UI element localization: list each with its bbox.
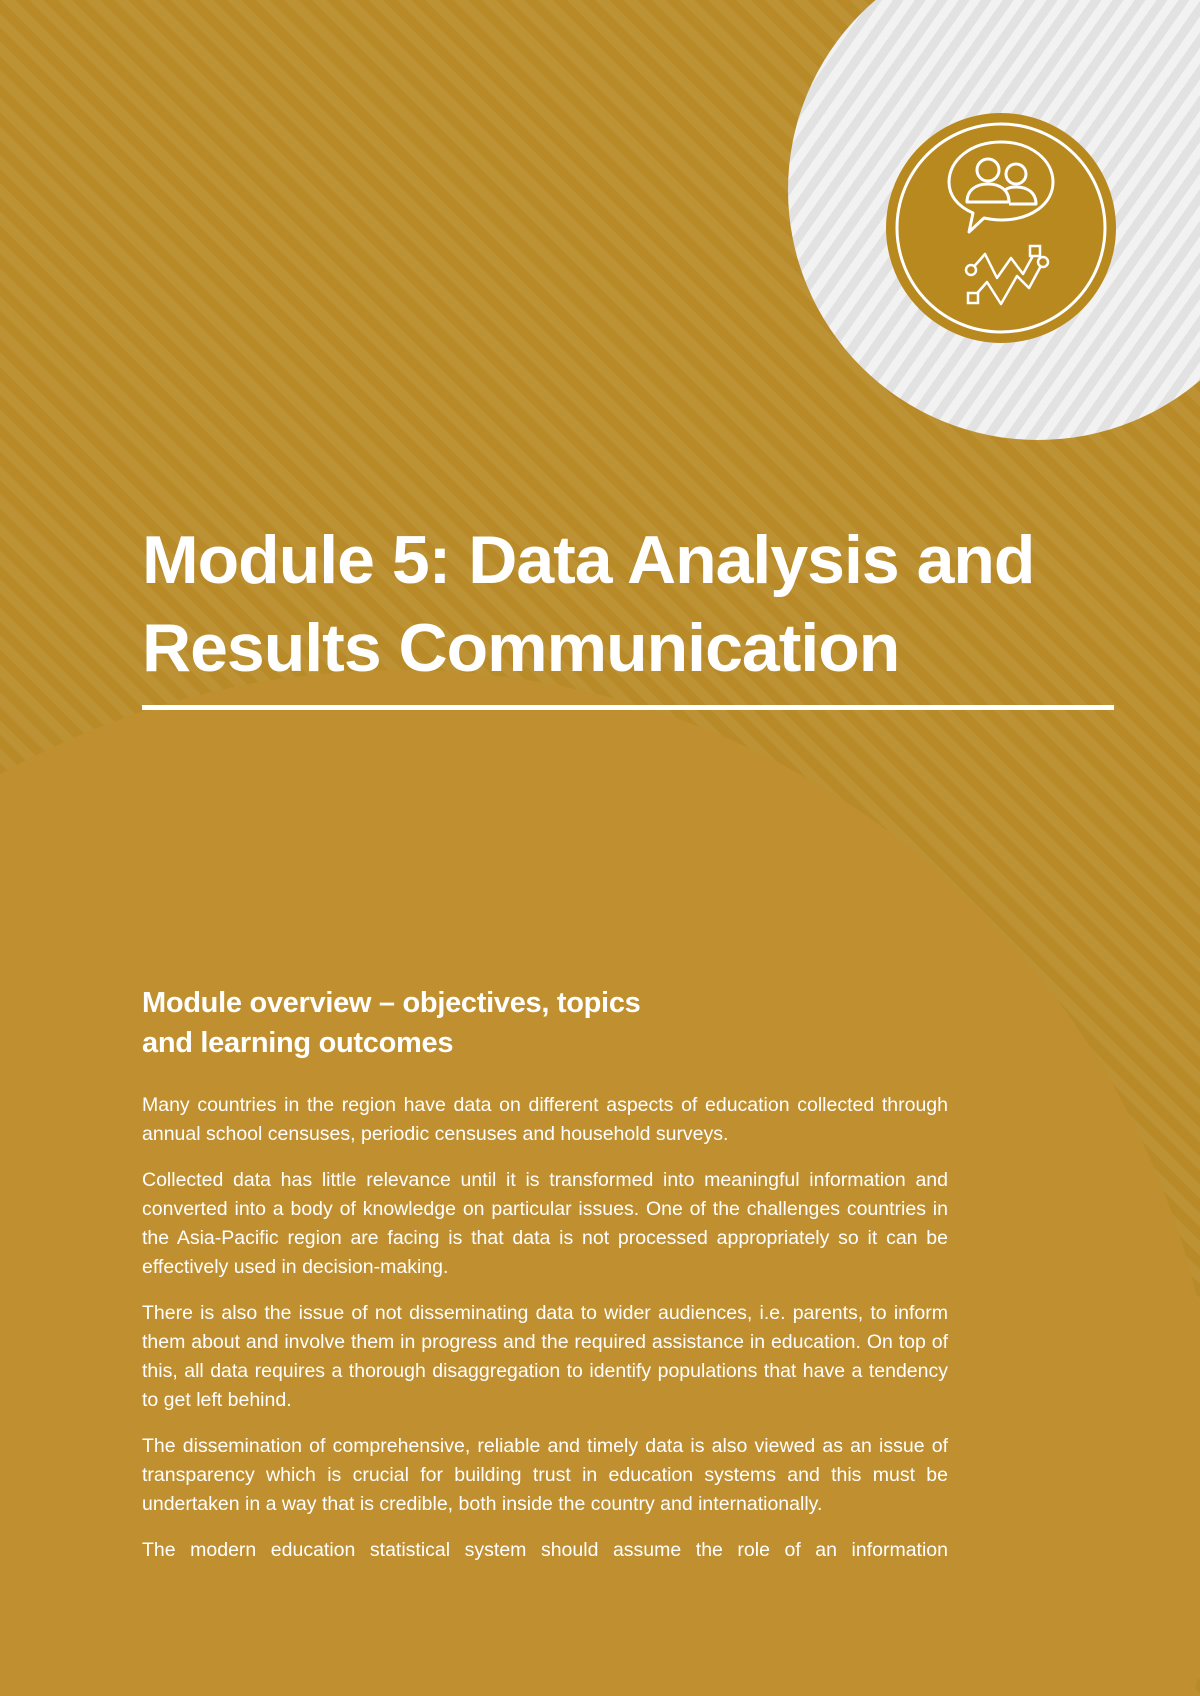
overview-paragraph: Collected data has little relevance until it is transformed into meaningful information and converted into a body of knowledge on particular issues. One of the challenges countries in the Asia-Pacific region are facing is that data is not processed appropriately so it can be effectively used in decision-making. [142, 1169, 948, 1278]
overview-heading-line2: and learning outcomes [142, 1027, 454, 1059]
overview-heading-line1: Module overview – objectives, topics [142, 987, 641, 1019]
overview-paragraph: The modern education statistical system should assume the role of an information [142, 1539, 948, 1561]
module-title-line1: Module 5: Data Analysis and [142, 522, 1035, 598]
overview-paragraph: The dissemination of comprehensive, reliable and timely data is also viewed as an issue of transparency which is crucial for building trust in education systems and this must be undertaken in a way that is credible, both inside the country and internationally. [142, 1435, 948, 1515]
overview-paragraph: Many countries in the region have data on different aspects of education collected through annual school censuses, periodic censuses and household surveys. [142, 1094, 948, 1145]
title-divider [142, 705, 1114, 710]
module-emblem [885, 112, 1117, 344]
module-title [142, 516, 1122, 692]
overview-body [142, 1091, 948, 1582]
module-title-line2: Results Communication [142, 610, 900, 686]
overview-paragraph: There is also the issue of not disseminating data to wider audiences, i.e. parents, to inform them about and involve them in progress and the required assistance in education. On top of this, all data requires a thorough disaggregation to identify populations that have a tendency to get left behind. [142, 1302, 948, 1411]
overview-heading [142, 983, 842, 1063]
people-speech-bubble-data-chart-icon [885, 112, 1117, 344]
